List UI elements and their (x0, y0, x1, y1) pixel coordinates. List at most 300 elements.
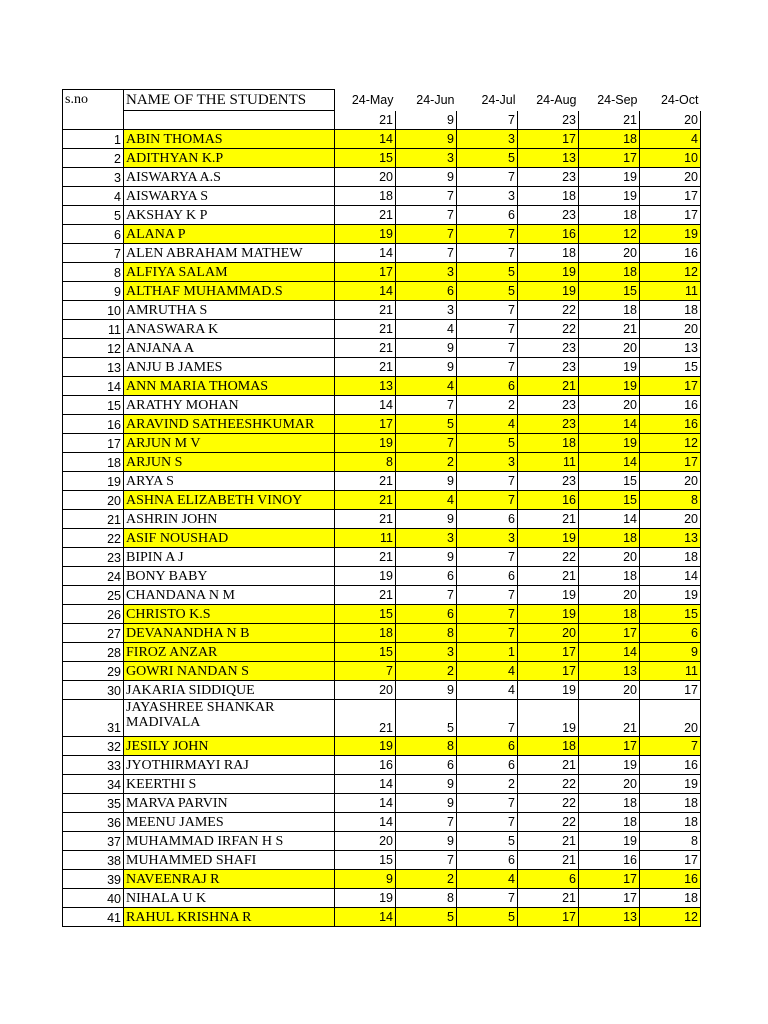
attendance-cell: 7 (457, 225, 518, 244)
attendance-cell: 7 (457, 301, 518, 320)
attendance-cell: 18 (579, 794, 640, 813)
serial-number-cell: 10 (63, 301, 124, 320)
attendance-cell: 6 (396, 282, 457, 301)
attendance-cell: 20 (335, 681, 396, 700)
serial-number-cell: 41 (63, 908, 124, 927)
serial-number-cell: 35 (63, 794, 124, 813)
attendance-cell: 19 (579, 187, 640, 206)
serial-number-cell: 38 (63, 851, 124, 870)
student-name-cell: CHANDANA N M (124, 586, 335, 605)
student-row (63, 206, 701, 225)
attendance-cell: 9 (396, 130, 457, 149)
attendance-cell: 18 (579, 130, 640, 149)
serial-number-cell: 13 (63, 358, 124, 377)
serial-number-cell: 39 (63, 870, 124, 889)
student-row (63, 605, 701, 624)
attendance-cell: 19 (335, 889, 396, 908)
attendance-cell: 12 (640, 908, 701, 927)
attendance-cell: 7 (457, 472, 518, 491)
attendance-cell: 18 (579, 813, 640, 832)
working-days-cell: 20 (640, 111, 701, 130)
attendance-cell: 19 (518, 700, 579, 737)
attendance-cell: 17 (518, 130, 579, 149)
attendance-cell: 15 (579, 282, 640, 301)
serial-number-cell: 30 (63, 681, 124, 700)
attendance-cell: 18 (640, 813, 701, 832)
attendance-cell: 2 (457, 775, 518, 794)
student-name-cell: KEERTHI S (124, 775, 335, 794)
attendance-cell: 9 (640, 643, 701, 662)
student-row (63, 396, 701, 415)
attendance-cell: 16 (518, 225, 579, 244)
attendance-cell: 5 (457, 832, 518, 851)
student-row (63, 472, 701, 491)
attendance-cell: 16 (335, 756, 396, 775)
serial-number-cell: 6 (63, 225, 124, 244)
attendance-cell: 3 (457, 453, 518, 472)
empty-cell (63, 111, 124, 130)
student-name-cell: FIROZ ANZAR (124, 643, 335, 662)
attendance-cell: 22 (518, 794, 579, 813)
attendance-cell: 17 (579, 870, 640, 889)
serial-number-cell: 36 (63, 813, 124, 832)
serial-number-cell: 4 (63, 187, 124, 206)
attendance-cell: 18 (640, 301, 701, 320)
student-name-cell: ARAVIND SATHEESHKUMAR (124, 415, 335, 434)
attendance-cell: 12 (579, 225, 640, 244)
attendance-cell: 16 (640, 415, 701, 434)
attendance-cell: 21 (335, 472, 396, 491)
attendance-cell: 19 (518, 586, 579, 605)
attendance-cell: 18 (518, 737, 579, 756)
serial-number-cell: 31 (63, 700, 124, 737)
attendance-cell: 18 (640, 548, 701, 567)
attendance-cell: 13 (640, 339, 701, 358)
attendance-cell: 17 (640, 377, 701, 396)
attendance-cell: 19 (518, 681, 579, 700)
student-name-cell: MUHAMMAD IRFAN H S (124, 832, 335, 851)
student-name-cell: ADITHYAN K.P (124, 149, 335, 168)
attendance-cell: 14 (579, 643, 640, 662)
attendance-cell: 6 (457, 206, 518, 225)
attendance-cell: 3 (396, 263, 457, 282)
serial-number-cell: 17 (63, 434, 124, 453)
attendance-cell: 5 (457, 149, 518, 168)
student-name-cell: ALANA P (124, 225, 335, 244)
student-name-cell: ARJUN S (124, 453, 335, 472)
student-row (63, 244, 701, 263)
month-header: 24-Oct (660, 93, 699, 107)
attendance-cell: 20 (640, 510, 701, 529)
attendance-cell: 18 (579, 301, 640, 320)
attendance-cell: 7 (457, 339, 518, 358)
serial-number-cell: 15 (63, 396, 124, 415)
serial-number-cell: 23 (63, 548, 124, 567)
attendance-cell: 8 (640, 832, 701, 851)
attendance-cell: 9 (396, 358, 457, 377)
month-header: 24-Sep (597, 93, 638, 107)
student-name-cell: DEVANANDHA N B (124, 624, 335, 643)
attendance-cell: 19 (640, 225, 701, 244)
working-days-cell: 9 (396, 111, 457, 130)
student-name-cell: ALFIYA SALAM (124, 263, 335, 282)
attendance-cell: 17 (518, 908, 579, 927)
attendance-cell: 7 (457, 320, 518, 339)
attendance-cell: 7 (457, 605, 518, 624)
attendance-cell: 21 (335, 206, 396, 225)
student-row (63, 301, 701, 320)
attendance-cell: 6 (457, 737, 518, 756)
attendance-cell: 2 (457, 396, 518, 415)
attendance-cell: 6 (457, 377, 518, 396)
attendance-cell: 21 (518, 510, 579, 529)
student-name-cell: AISWARYA S (124, 187, 335, 206)
student-row (63, 794, 701, 813)
attendance-cell: 7 (457, 624, 518, 643)
attendance-cell: 21 (518, 377, 579, 396)
attendance-cell: 7 (457, 586, 518, 605)
student-name-cell: JYOTHIRMAYI RAJ (124, 756, 335, 775)
attendance-cell: 14 (335, 775, 396, 794)
attendance-cell: 11 (640, 282, 701, 301)
attendance-cell: 15 (335, 605, 396, 624)
attendance-cell: 6 (396, 756, 457, 775)
attendance-cell: 7 (396, 244, 457, 263)
student-row (63, 453, 701, 472)
serial-number-cell: 2 (63, 149, 124, 168)
attendance-cell: 14 (335, 244, 396, 263)
attendance-cell: 13 (640, 529, 701, 548)
attendance-cell: 3 (396, 643, 457, 662)
working-days-cell: 21 (579, 111, 640, 130)
attendance-cell: 9 (396, 832, 457, 851)
attendance-cell: 17 (579, 624, 640, 643)
attendance-cell: 5 (457, 263, 518, 282)
student-name-cell: MEENU JAMES (124, 813, 335, 832)
serial-number-cell: 22 (63, 529, 124, 548)
attendance-cell: 7 (396, 396, 457, 415)
attendance-cell: 20 (579, 396, 640, 415)
attendance-cell: 16 (640, 756, 701, 775)
attendance-cell: 9 (396, 681, 457, 700)
attendance-cell: 19 (518, 263, 579, 282)
attendance-cell: 17 (640, 851, 701, 870)
attendance-cell: 19 (579, 168, 640, 187)
attendance-cell: 18 (579, 263, 640, 282)
serial-number-cell: 40 (63, 889, 124, 908)
student-row (63, 870, 701, 889)
attendance-cell: 17 (518, 662, 579, 681)
attendance-cell: 21 (518, 851, 579, 870)
student-name-cell: ANASWARA K (124, 320, 335, 339)
attendance-cell: 2 (396, 662, 457, 681)
attendance-cell: 15 (335, 643, 396, 662)
student-row (63, 775, 701, 794)
attendance-cell: 23 (518, 206, 579, 225)
attendance-cell: 7 (396, 434, 457, 453)
student-row (63, 851, 701, 870)
serial-number-cell: 5 (63, 206, 124, 225)
student-name-cell: JAKARIA SIDDIQUE (124, 681, 335, 700)
student-row (63, 643, 701, 662)
student-row (63, 130, 701, 149)
attendance-cell: 19 (335, 567, 396, 586)
serial-number-cell: 32 (63, 737, 124, 756)
attendance-cell: 19 (579, 377, 640, 396)
attendance-cell: 16 (640, 244, 701, 263)
attendance-cell: 14 (335, 396, 396, 415)
attendance-cell: 14 (640, 567, 701, 586)
attendance-cell: 4 (396, 320, 457, 339)
attendance-cell: 13 (579, 662, 640, 681)
attendance-cell: 13 (579, 908, 640, 927)
attendance-cell: 20 (579, 339, 640, 358)
attendance-cell: 9 (396, 339, 457, 358)
attendance-cell: 8 (396, 889, 457, 908)
student-row (63, 491, 701, 510)
student-row (63, 756, 701, 775)
student-row (63, 282, 701, 301)
attendance-cell: 21 (518, 567, 579, 586)
attendance-cell: 9 (396, 548, 457, 567)
attendance-cell: 6 (457, 756, 518, 775)
student-name-cell: ALTHAF MUHAMMAD.S (124, 282, 335, 301)
working-days-cell: 21 (335, 111, 396, 130)
name-header: NAME OF THE STUDENTS (124, 90, 335, 111)
student-row (63, 586, 701, 605)
student-row (63, 320, 701, 339)
student-row (63, 187, 701, 206)
working-days-row (63, 111, 701, 130)
attendance-cell: 19 (335, 225, 396, 244)
student-name-cell: AKSHAY K P (124, 206, 335, 225)
attendance-cell: 9 (396, 472, 457, 491)
attendance-cell: 5 (396, 700, 457, 737)
attendance-cell: 15 (335, 149, 396, 168)
attendance-cell: 8 (335, 453, 396, 472)
attendance-cell: 21 (335, 358, 396, 377)
attendance-cell: 3 (457, 187, 518, 206)
student-name-cell: ANN MARIA THOMAS (124, 377, 335, 396)
attendance-cell: 8 (396, 737, 457, 756)
attendance-cell: 9 (396, 168, 457, 187)
attendance-cell: 4 (640, 130, 701, 149)
serial-number-cell: 26 (63, 605, 124, 624)
attendance-cell: 22 (518, 813, 579, 832)
student-name-cell: MARVA PARVIN (124, 794, 335, 813)
attendance-cell: 19 (579, 832, 640, 851)
attendance-cell: 5 (457, 434, 518, 453)
attendance-cell: 17 (640, 681, 701, 700)
student-row (63, 662, 701, 681)
month-header: 24-Jul (481, 93, 516, 107)
attendance-cell: 1 (457, 643, 518, 662)
attendance-cell: 19 (518, 605, 579, 624)
student-name-cell: RAHUL KRISHNA R (124, 908, 335, 927)
attendance-cell: 7 (396, 225, 457, 244)
attendance-cell: 14 (579, 510, 640, 529)
attendance-cell: 20 (640, 700, 701, 737)
attendance-cell: 3 (396, 529, 457, 548)
attendance-cell: 21 (579, 700, 640, 737)
attendance-cell: 18 (335, 624, 396, 643)
attendance-cell: 7 (457, 813, 518, 832)
serial-number-cell: 25 (63, 586, 124, 605)
attendance-cell: 3 (457, 130, 518, 149)
month-header: 24-Aug (536, 93, 577, 107)
attendance-cell: 23 (518, 358, 579, 377)
student-row (63, 225, 701, 244)
serial-number-cell: 28 (63, 643, 124, 662)
student-row (63, 529, 701, 548)
attendance-cell: 6 (396, 605, 457, 624)
attendance-cell: 17 (518, 643, 579, 662)
attendance-cell: 9 (335, 870, 396, 889)
attendance-cell: 21 (518, 832, 579, 851)
attendance-cell: 21 (335, 491, 396, 510)
attendance-cell: 7 (457, 168, 518, 187)
attendance-cell: 11 (640, 662, 701, 681)
attendance-cell: 18 (579, 529, 640, 548)
serial-number-cell: 27 (63, 624, 124, 643)
attendance-cell: 19 (518, 529, 579, 548)
attendance-table-body (63, 90, 701, 927)
attendance-cell: 19 (640, 775, 701, 794)
attendance-cell: 22 (518, 320, 579, 339)
attendance-cell: 14 (335, 794, 396, 813)
student-row (63, 737, 701, 756)
attendance-cell: 15 (640, 358, 701, 377)
attendance-cell: 4 (396, 491, 457, 510)
student-row (63, 434, 701, 453)
attendance-cell: 23 (518, 396, 579, 415)
serial-number-cell: 14 (63, 377, 124, 396)
serial-number-cell: 7 (63, 244, 124, 263)
attendance-cell: 7 (457, 794, 518, 813)
attendance-cell: 7 (396, 586, 457, 605)
attendance-cell: 7 (457, 548, 518, 567)
attendance-cell: 4 (457, 415, 518, 434)
serial-number-cell: 1 (63, 130, 124, 149)
attendance-cell: 4 (457, 870, 518, 889)
attendance-cell: 7 (457, 491, 518, 510)
attendance-cell: 5 (396, 908, 457, 927)
student-row (63, 889, 701, 908)
sno-header: s.no (63, 90, 124, 111)
attendance-cell: 11 (518, 453, 579, 472)
attendance-cell: 20 (335, 168, 396, 187)
serial-number-cell: 24 (63, 567, 124, 586)
attendance-cell: 21 (335, 510, 396, 529)
attendance-cell: 9 (396, 775, 457, 794)
student-name-cell: ASHRIN JOHN (124, 510, 335, 529)
attendance-cell: 17 (579, 149, 640, 168)
serial-number-cell: 3 (63, 168, 124, 187)
serial-number-cell: 12 (63, 339, 124, 358)
student-name-cell: ARATHY MOHAN (124, 396, 335, 415)
student-name-cell: CHRISTO K.S (124, 605, 335, 624)
attendance-cell: 15 (335, 851, 396, 870)
attendance-cell: 2 (396, 870, 457, 889)
student-row (63, 908, 701, 927)
student-name-cell: JAYASHREE SHANKAR MADIVALA (124, 700, 335, 737)
student-name-cell: ABIN THOMAS (124, 130, 335, 149)
attendance-cell: 7 (457, 244, 518, 263)
attendance-cell: 8 (396, 624, 457, 643)
attendance-cell: 19 (579, 358, 640, 377)
attendance-cell: 20 (640, 472, 701, 491)
attendance-cell: 19 (518, 282, 579, 301)
student-name-cell: ALEN ABRAHAM MATHEW (124, 244, 335, 263)
student-row (63, 567, 701, 586)
attendance-cell: 21 (335, 301, 396, 320)
attendance-cell: 7 (457, 889, 518, 908)
serial-number-cell: 18 (63, 453, 124, 472)
attendance-cell: 18 (518, 187, 579, 206)
attendance-cell: 21 (335, 320, 396, 339)
attendance-cell: 18 (518, 434, 579, 453)
attendance-cell: 7 (457, 358, 518, 377)
attendance-cell: 17 (579, 889, 640, 908)
serial-number-cell: 20 (63, 491, 124, 510)
attendance-cell: 20 (335, 832, 396, 851)
attendance-cell: 20 (640, 320, 701, 339)
attendance-cell: 7 (335, 662, 396, 681)
student-row (63, 263, 701, 282)
month-header: 24-May (351, 93, 394, 107)
attendance-cell: 10 (640, 149, 701, 168)
attendance-cell: 7 (396, 187, 457, 206)
attendance-cell: 21 (518, 889, 579, 908)
attendance-cell: 6 (396, 567, 457, 586)
attendance-cell: 22 (518, 548, 579, 567)
attendance-cell: 18 (335, 187, 396, 206)
attendance-cell: 20 (640, 168, 701, 187)
attendance-cell: 18 (579, 567, 640, 586)
attendance-cell: 14 (335, 130, 396, 149)
attendance-cell: 6 (640, 624, 701, 643)
student-row (63, 168, 701, 187)
student-name-cell: ARJUN M V (124, 434, 335, 453)
student-row (63, 358, 701, 377)
attendance-cell: 15 (579, 472, 640, 491)
attendance-cell: 22 (518, 775, 579, 794)
serial-number-cell: 8 (63, 263, 124, 282)
empty-cell (124, 111, 335, 130)
serial-number-cell: 9 (63, 282, 124, 301)
attendance-cell: 20 (579, 775, 640, 794)
attendance-cell: 21 (518, 756, 579, 775)
serial-number-cell: 21 (63, 510, 124, 529)
attendance-cell: 18 (640, 794, 701, 813)
attendance-cell: 19 (579, 756, 640, 775)
attendance-cell: 21 (335, 548, 396, 567)
attendance-cell: 13 (335, 377, 396, 396)
attendance-cell: 3 (396, 149, 457, 168)
attendance-cell: 19 (335, 737, 396, 756)
attendance-cell: 3 (396, 301, 457, 320)
serial-number-cell: 11 (63, 320, 124, 339)
attendance-cell: 14 (579, 415, 640, 434)
student-row (63, 415, 701, 434)
attendance-cell: 6 (457, 851, 518, 870)
attendance-cell: 19 (640, 586, 701, 605)
student-row (63, 681, 701, 700)
attendance-cell: 19 (335, 434, 396, 453)
attendance-cell: 15 (579, 491, 640, 510)
attendance-cell: 12 (640, 434, 701, 453)
attendance-cell: 4 (457, 662, 518, 681)
